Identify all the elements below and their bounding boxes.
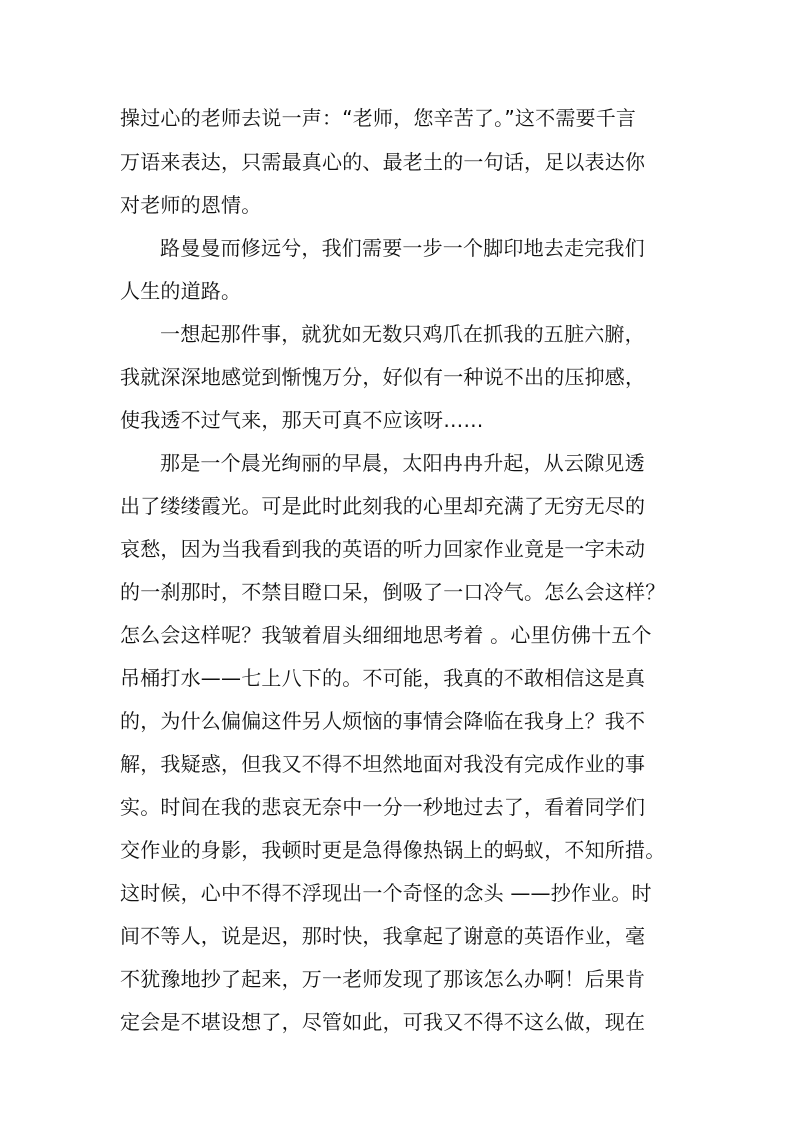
text-line: 间不等人，说是迟，那时快，我拿起了谢意的英语作业，毫 <box>120 924 646 948</box>
paragraph-start-line: 路曼曼而修远兮，我们需要一步一个脚印地去走完我们 <box>160 236 645 260</box>
text-line: 使我透不过气来，那天可真不应该呀…… <box>120 408 484 432</box>
text-line: 人生的道路。 <box>120 279 242 303</box>
text-line: 定会是不堪设想了，尽管如此，可我又不得不这么做，现在 <box>120 1010 646 1034</box>
text-line: 怎么会这样呢？我皱着眉头细细地思考着 。心里仿佛十五个 <box>120 623 652 647</box>
paragraph-start-line: 一想起那件事，就犹如无数只鸡爪在抓我的五脏六腑， <box>160 322 645 346</box>
text-line: 出了缕缕霞光。可是此时此刻我的心里却充满了无穷无尽的 <box>120 494 646 518</box>
text-line: 哀愁，因为当我看到我的英语的听力回家作业竟是一字未动 <box>120 537 646 561</box>
text-line: 对老师的恩情。 <box>120 193 262 217</box>
text-line: 我就深深地感觉到惭愧万分，好似有一种说不出的压抑感， <box>120 365 646 389</box>
text-line: 的一刹那时，不禁目瞪口呆，倒吸了一口冷气。怎么会这样？ <box>120 580 666 604</box>
text-line: 这时候，心中不得不浮现出一个奇怪的念头 ——抄作业。时 <box>120 881 652 905</box>
text-line: 实。时间在我的悲哀无奈中一分一秒地过去了，看着同学们 <box>120 795 646 819</box>
text-line: 解，我疑惑，但我又不得不坦然地面对我没有完成作业的事 <box>120 752 646 776</box>
text-line: 万语来表达，只需最真心的、最老土的一句话，足以表达你 <box>120 150 646 174</box>
text-line: 操过心的老师去说一声：“老师，您辛苦了。”这不需要千言 <box>120 106 637 130</box>
text-line: 不犹豫地抄了起来，万一老师发现了那该怎么办啊！后果肯 <box>120 967 646 991</box>
text-line: 的，为什么偏偏这件另人烦恼的事情会降临在我身上？我不 <box>120 709 646 733</box>
paragraph-start-line: 那是一个晨光绚丽的早晨，太阳冉冉升起，从云隙见透 <box>160 451 645 475</box>
text-line: 交作业的身影，我顿时更是急得像热锅上的蚂蚁，不知所措。 <box>120 838 666 862</box>
text-line: 吊桶打水——七上八下的。不可能，我真的不敢相信这是真 <box>120 666 646 690</box>
